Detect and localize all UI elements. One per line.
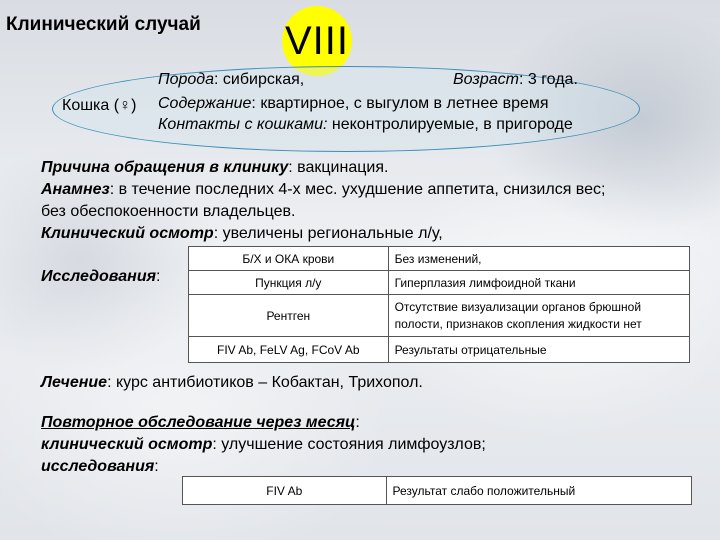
age-label: Возраст <box>453 71 519 88</box>
treatment-label: Лечение <box>41 374 108 391</box>
studies-table <box>188 246 690 363</box>
reason-line <box>41 159 388 177</box>
followup-exam-value: : улучшение состояния лимфоузлов; <box>212 436 486 453</box>
followup-heading <box>41 414 360 432</box>
studies-suffix: : <box>156 268 161 285</box>
age-value: : 3 года. <box>518 71 578 88</box>
followup-exam-label: клинический осмотр <box>41 436 213 453</box>
patient-breed <box>158 71 304 89</box>
slide-title: Клинический случай <box>6 14 201 35</box>
studies-heading <box>41 268 160 286</box>
result-cell: Без изменений, <box>388 247 689 271</box>
followup-table <box>182 476 692 505</box>
followup-label: Повторное обследование через месяц <box>41 414 356 431</box>
followup-studies-label: исследования <box>41 458 155 475</box>
reason-label: Причина обращения в клинику <box>41 159 289 176</box>
followup-suffix: : <box>355 414 360 431</box>
test-cell: Б/Х и ОКА крови <box>189 247 389 271</box>
housing-value: : квартирное, с выгулом в летнее время <box>251 95 549 112</box>
table-row <box>183 477 692 505</box>
patient-contacts <box>158 116 573 134</box>
patient-age <box>453 71 578 89</box>
housing-label: Содержание <box>158 95 252 112</box>
followup-studies-suffix: : <box>154 458 159 475</box>
anamnesis-label: Анамнез <box>41 181 110 198</box>
followup-studies-line <box>41 458 159 476</box>
result-cell: Гиперплазия лимфоидной ткани <box>388 271 689 295</box>
anamnesis-line-2: без обеспокоенности владельцев. <box>41 203 296 220</box>
table-row <box>189 247 690 271</box>
patient-animal: Кошка (♀) <box>62 97 137 114</box>
studies-label: Исследования <box>41 268 157 285</box>
test-cell: Пункция л/у <box>189 271 389 295</box>
anamnesis-line <box>41 181 605 199</box>
table-row <box>189 337 690 363</box>
followup-exam-line <box>41 436 486 454</box>
patient-housing <box>158 95 549 113</box>
table-row <box>189 295 690 337</box>
test-cell: Рентген <box>189 295 389 337</box>
result-cell: Результаты отрицательные <box>388 337 689 363</box>
case-number: VIII <box>284 19 350 63</box>
contacts-label: Контакты с кошками: <box>158 116 328 133</box>
breed-value: : сибирская, <box>214 71 305 88</box>
exam-line <box>41 225 443 243</box>
test-cell: FIV Ab <box>183 477 387 505</box>
exam-label: Клинический осмотр <box>41 225 214 242</box>
contacts-value: неконтролируемые, в пригороде <box>327 116 573 133</box>
treatment-line <box>41 374 423 392</box>
table-row <box>189 271 690 295</box>
result-cell: Результат слабо положительный <box>386 477 691 505</box>
treatment-value: : курс антибиотиков – Кобактан, Трихопол. <box>107 374 423 391</box>
anamnesis-value: : в течение последних 4-х мес. ухудшение аппетита, снизился вес; <box>109 181 606 198</box>
test-cell: FIV Ab, FeLV Ag, FCoV Ab <box>189 337 389 363</box>
exam-value: : увеличены региональные л/у, <box>213 225 443 242</box>
reason-value: : вакцинация. <box>288 159 389 176</box>
breed-label: Порода <box>158 71 215 88</box>
result-cell: Отсутствие визуализации органов брюшной полости, признаков скопления жидкости нет <box>388 295 689 337</box>
